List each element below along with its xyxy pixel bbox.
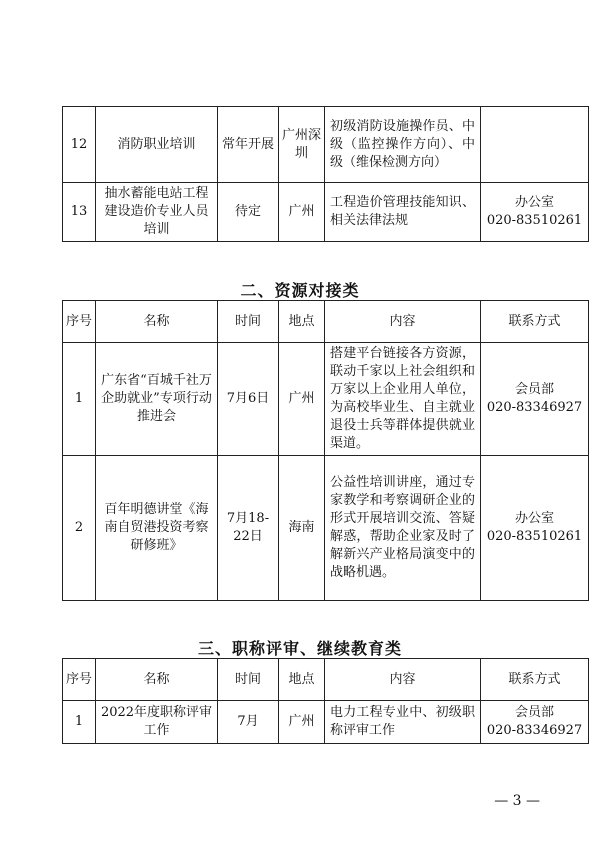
table-row bbox=[63, 107, 589, 183]
row-no: 12 bbox=[63, 107, 96, 183]
row-place: 广州 bbox=[279, 183, 325, 242]
contact-dept: 会员部 bbox=[514, 705, 554, 720]
header-name: 名称 bbox=[96, 659, 218, 701]
table-row bbox=[63, 183, 589, 242]
contact-phone: 020-83346927 bbox=[486, 723, 583, 738]
section-title: 三、职称评审、继续教育类 bbox=[197, 639, 402, 658]
header-place: 地点 bbox=[279, 301, 325, 343]
table-header-row bbox=[63, 659, 589, 701]
page-number: — 3 — bbox=[494, 793, 540, 809]
header-no: 序号 bbox=[63, 301, 96, 343]
contact-dept: 会员部 bbox=[514, 382, 554, 397]
row-name: 广东省“百城千社万企助就业”专项行动推进会 bbox=[96, 343, 218, 456]
row-content: 公益性培训讲座，通过专家教学和考察调研企业的形式开展培训交流、答疑解惑，帮助企业家及时了解新兴产业格局演变中的战略机遇。 bbox=[325, 456, 481, 601]
row-time: 待定 bbox=[218, 183, 279, 242]
row-contact bbox=[481, 107, 589, 183]
contact-phone: 020-83510261 bbox=[486, 529, 583, 544]
table-row bbox=[63, 456, 589, 601]
header-no: 序号 bbox=[63, 659, 96, 701]
row-time: 7月6日 bbox=[218, 343, 279, 456]
row-contact bbox=[481, 183, 589, 242]
header-time: 时间 bbox=[218, 301, 279, 343]
section-title: 二、资源对接类 bbox=[240, 281, 360, 300]
header-contact: 联系方式 bbox=[481, 301, 589, 343]
row-place: 海南 bbox=[279, 456, 325, 601]
row-no: 13 bbox=[63, 183, 96, 242]
table-titles bbox=[62, 658, 589, 744]
row-content: 初级消防设施操作员、中级（监控操作方向）、中级（维保检测方向） bbox=[325, 107, 481, 183]
row-content: 工程造价管理技能知识、相关法律法规 bbox=[325, 183, 481, 242]
row-name: 百年明德讲堂《海南自贸港投资考察研修班》 bbox=[96, 456, 218, 601]
row-place: 广州 bbox=[279, 343, 325, 456]
row-no: 1 bbox=[63, 701, 96, 744]
row-no: 1 bbox=[63, 343, 96, 456]
row-name: 消防职业培训 bbox=[96, 107, 218, 183]
table-resources bbox=[62, 300, 589, 601]
row-name: 2022年度职称评审工作 bbox=[96, 701, 218, 744]
row-contact bbox=[481, 343, 589, 456]
row-contact bbox=[481, 456, 589, 601]
table-row bbox=[63, 701, 589, 744]
header-content: 内容 bbox=[325, 301, 481, 343]
row-time: 7月 bbox=[218, 701, 279, 744]
header-content: 内容 bbox=[325, 659, 481, 701]
contact-phone: 020-83510261 bbox=[486, 213, 583, 228]
header-contact: 联系方式 bbox=[481, 659, 589, 701]
contact-dept: 办公室 bbox=[514, 195, 554, 210]
header-name: 名称 bbox=[96, 301, 218, 343]
row-time: 7月18-22日 bbox=[218, 456, 279, 601]
row-name: 抽水蓄能电站工程建设造价专业人员培训 bbox=[96, 183, 218, 242]
table-row bbox=[63, 343, 589, 456]
header-place: 地点 bbox=[279, 659, 325, 701]
row-no: 2 bbox=[63, 456, 96, 601]
table-training bbox=[62, 106, 589, 242]
row-place: 广州 bbox=[279, 701, 325, 744]
row-content: 电力工程专业中、初级职称评审工作 bbox=[325, 701, 481, 744]
row-time: 常年开展 bbox=[218, 107, 279, 183]
contact-phone: 020-83346927 bbox=[486, 400, 583, 415]
row-place: 广州深圳 bbox=[279, 107, 325, 183]
contact-dept: 办公室 bbox=[514, 511, 554, 526]
row-content: 搭建平台链接各方资源，联动千家以上社会组织和万家以上企业用人单位，为高校毕业生、自主就业退役士兵等群体提供就业渠道。 bbox=[325, 343, 481, 456]
table-header-row bbox=[63, 301, 589, 343]
header-time: 时间 bbox=[218, 659, 279, 701]
row-contact bbox=[481, 701, 589, 744]
